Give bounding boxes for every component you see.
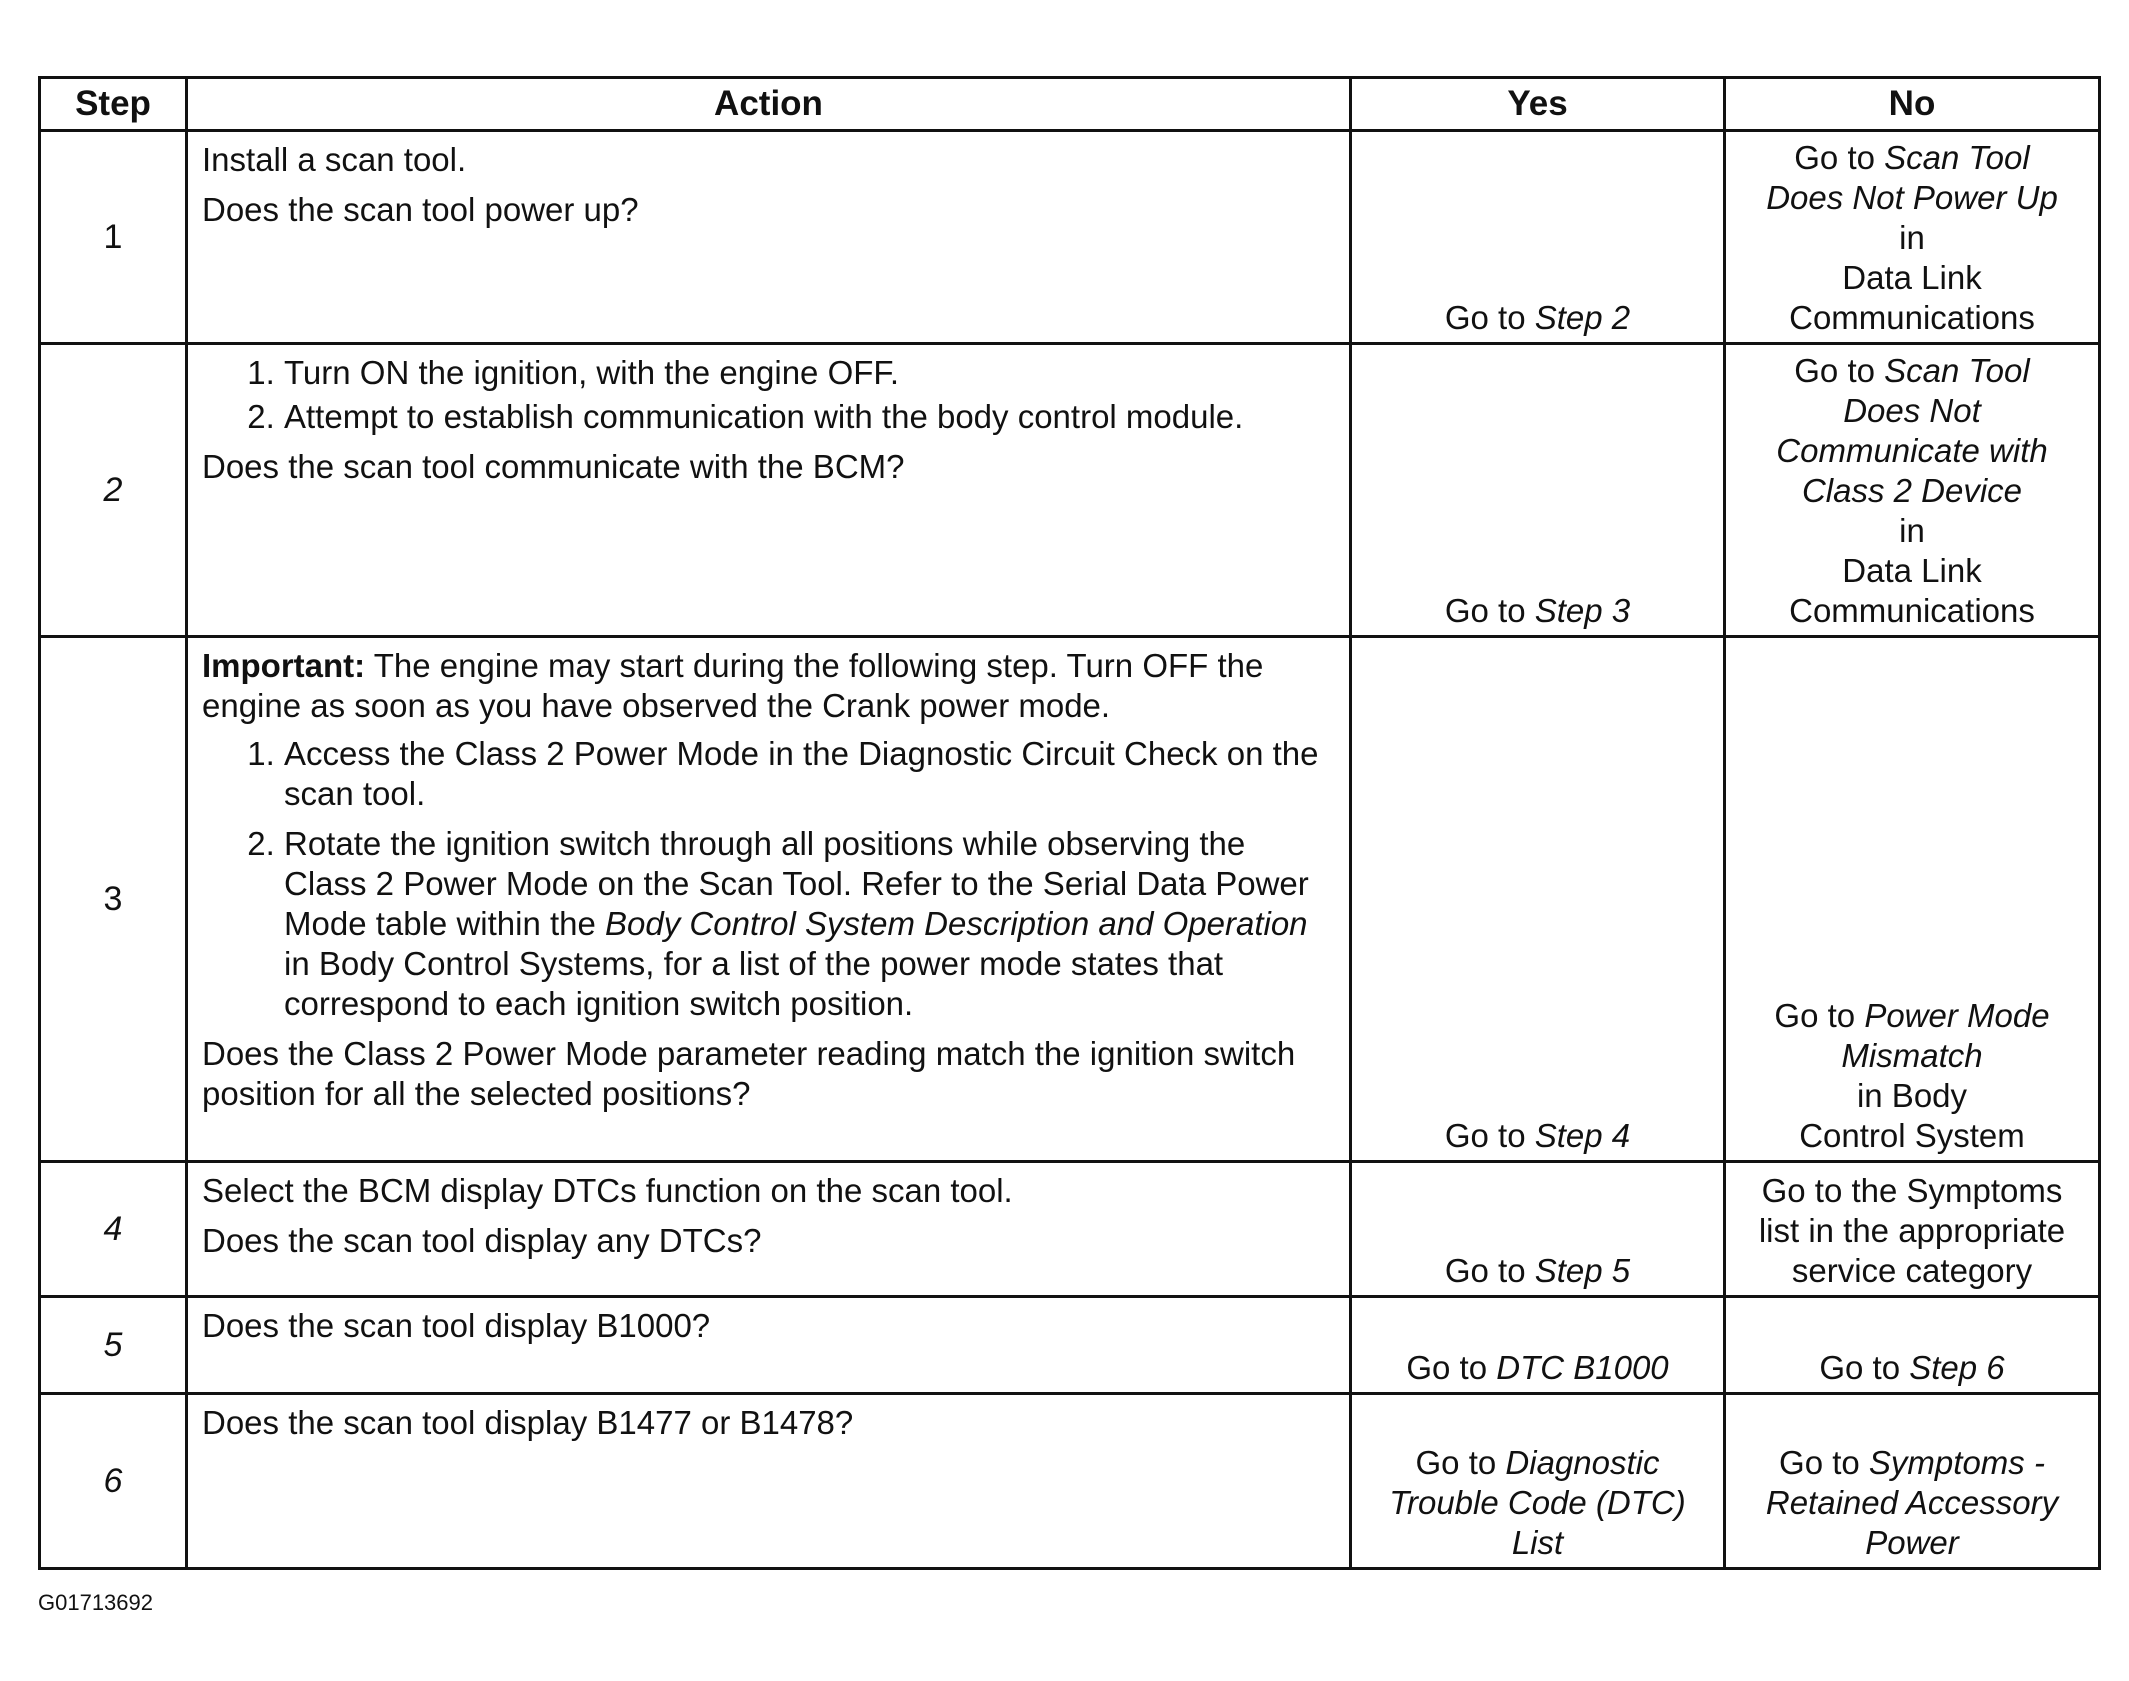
important-text: The engine may start during the following step. Turn OFF the engine as soon as you have observed the Crank power mode. bbox=[202, 647, 1264, 724]
yes-cell bbox=[1351, 344, 1725, 637]
yes-prefix: Go to bbox=[1406, 1349, 1488, 1386]
action-line: Select the BCM display DTCs function on the scan tool. bbox=[202, 1172, 1013, 1209]
action-question: Does the Class 2 Power Mode parameter reading match the ignition switch position for all the selected positions? bbox=[202, 1035, 1296, 1112]
action-step-item: 2. Attempt to establish communication with the body control module. bbox=[284, 397, 1335, 437]
no-link[interactable]: Symptoms - bbox=[1868, 1444, 2045, 1481]
reference-link[interactable]: Body Control System Description and Operation bbox=[605, 905, 1308, 942]
yes-link[interactable]: DTC B1000 bbox=[1496, 1349, 1669, 1386]
header-row bbox=[40, 78, 2100, 131]
yes-cell bbox=[1351, 637, 1725, 1162]
no-target: Communications bbox=[1789, 299, 2035, 336]
no-in: in bbox=[1899, 219, 1925, 256]
yes-link[interactable]: List bbox=[1511, 1524, 1564, 1561]
yes-link[interactable]: Trouble Code (DTC) bbox=[1389, 1484, 1686, 1521]
diagnostic-table bbox=[38, 76, 2101, 1570]
no-cell bbox=[1725, 344, 2100, 637]
yes-prefix: Go to bbox=[1444, 1117, 1526, 1154]
step-text: Rotate the ignition switch through all positions while observing the Class 2 Power Mode on the Scan Tool. Refer to the Serial Data Power Mode table within the bbox=[284, 825, 1309, 942]
header-no: No bbox=[1725, 78, 2100, 131]
yes-prefix: Go to bbox=[1444, 1252, 1526, 1289]
header-action: Action bbox=[187, 78, 1351, 131]
no-link[interactable]: Scan Tool bbox=[1884, 139, 2030, 176]
no-cell bbox=[1725, 637, 2100, 1162]
no-text: service category bbox=[1791, 1252, 2033, 1289]
no-prefix: Go to bbox=[1779, 1444, 1860, 1481]
action-cell bbox=[187, 344, 1351, 637]
no-target: Data Link bbox=[1842, 552, 1982, 589]
no-prefix: Go to bbox=[1794, 139, 1875, 176]
no-link[interactable]: Step 6 bbox=[1909, 1349, 2005, 1386]
important-label: Important: bbox=[202, 647, 366, 684]
yes-link[interactable]: Step 3 bbox=[1534, 592, 1631, 629]
yes-prefix: Go to bbox=[1444, 299, 1526, 336]
yes-prefix: Go to bbox=[1415, 1444, 1497, 1481]
no-target: Communications bbox=[1789, 592, 2035, 629]
no-target: Control System bbox=[1799, 1117, 2025, 1154]
yes-cell bbox=[1351, 131, 1725, 344]
no-in: in bbox=[1899, 512, 1925, 549]
table-row bbox=[40, 637, 2100, 1162]
step-number: 5 bbox=[40, 1297, 187, 1394]
no-target: in Body bbox=[1856, 1077, 1968, 1114]
step-number: 2 bbox=[40, 344, 187, 637]
header-step: Step bbox=[40, 78, 187, 131]
action-steps-list bbox=[202, 353, 1335, 437]
action-question: Does the scan tool display any DTCs? bbox=[202, 1222, 762, 1259]
action-cell bbox=[187, 637, 1351, 1162]
table-row bbox=[40, 1162, 2100, 1297]
action-step-item bbox=[284, 824, 1335, 1024]
header-yes: Yes bbox=[1351, 78, 1725, 131]
action-steps-list bbox=[202, 734, 1335, 1024]
no-link[interactable]: Power bbox=[1865, 1524, 1959, 1561]
yes-cell bbox=[1351, 1394, 1725, 1569]
action-question: Does the scan tool power up? bbox=[202, 191, 639, 228]
action-question: Does the scan tool communicate with the BCM? bbox=[202, 448, 905, 485]
action-step-item: 1. Turn ON the ignition, with the engine OFF. bbox=[284, 353, 1335, 393]
action-question: Does the scan tool display B1477 or B1478? bbox=[202, 1404, 854, 1441]
step-number: 3 bbox=[40, 637, 187, 1162]
step-text: in Body Control Systems, for a list of the power mode states that correspond to each ignition switch position. bbox=[284, 945, 1224, 1022]
yes-link[interactable]: Diagnostic bbox=[1505, 1444, 1660, 1481]
no-cell bbox=[1725, 1394, 2100, 1569]
action-cell bbox=[187, 131, 1351, 344]
yes-link[interactable]: Step 2 bbox=[1534, 299, 1631, 336]
no-link[interactable]: Power Mode bbox=[1864, 997, 2050, 1034]
no-prefix: Go to bbox=[1819, 1349, 1901, 1386]
no-text: list in the appropriate bbox=[1758, 1212, 2066, 1249]
step-number: 1 bbox=[40, 131, 187, 344]
no-target: Data Link bbox=[1842, 259, 1982, 296]
table-row bbox=[40, 1297, 2100, 1394]
action-step-item: 1. Access the Class 2 Power Mode in the Diagnostic Circuit Check on the scan tool. bbox=[284, 734, 1335, 814]
action-question: Does the scan tool display B1000? bbox=[202, 1307, 711, 1344]
no-link[interactable]: Mismatch bbox=[1841, 1037, 1983, 1074]
no-link[interactable]: Does Not Power Up bbox=[1766, 179, 2058, 216]
yes-prefix: Go to bbox=[1444, 592, 1526, 629]
no-link[interactable]: Communicate with bbox=[1776, 432, 2048, 469]
table-row bbox=[40, 1394, 2100, 1569]
step-number: 6 bbox=[40, 1394, 187, 1569]
no-link[interactable]: Does Not bbox=[1843, 392, 1981, 429]
important-note bbox=[202, 646, 1335, 726]
action-cell bbox=[187, 1297, 1351, 1394]
step-number: 4 bbox=[40, 1162, 187, 1297]
no-link[interactable]: Retained Accessory bbox=[1765, 1484, 2059, 1521]
action-cell bbox=[187, 1394, 1351, 1569]
no-link[interactable]: Class 2 Device bbox=[1801, 472, 2023, 509]
yes-cell bbox=[1351, 1162, 1725, 1297]
no-prefix: Go to bbox=[1774, 997, 1856, 1034]
no-cell bbox=[1725, 1162, 2100, 1297]
no-cell bbox=[1725, 131, 2100, 344]
table-row bbox=[40, 131, 2100, 344]
no-prefix: Go to bbox=[1794, 352, 1875, 389]
table-row bbox=[40, 344, 2100, 637]
no-cell bbox=[1725, 1297, 2100, 1394]
action-cell bbox=[187, 1162, 1351, 1297]
yes-link[interactable]: Step 5 bbox=[1534, 1252, 1631, 1289]
no-link[interactable]: Scan Tool bbox=[1884, 352, 2030, 389]
no-text: Go to the Symptoms bbox=[1761, 1172, 2063, 1209]
yes-link[interactable]: Step 4 bbox=[1534, 1117, 1631, 1154]
action-line: Install a scan tool. bbox=[202, 141, 467, 178]
yes-cell bbox=[1351, 1297, 1725, 1394]
figure-id: G01713692 bbox=[38, 1590, 153, 1615]
